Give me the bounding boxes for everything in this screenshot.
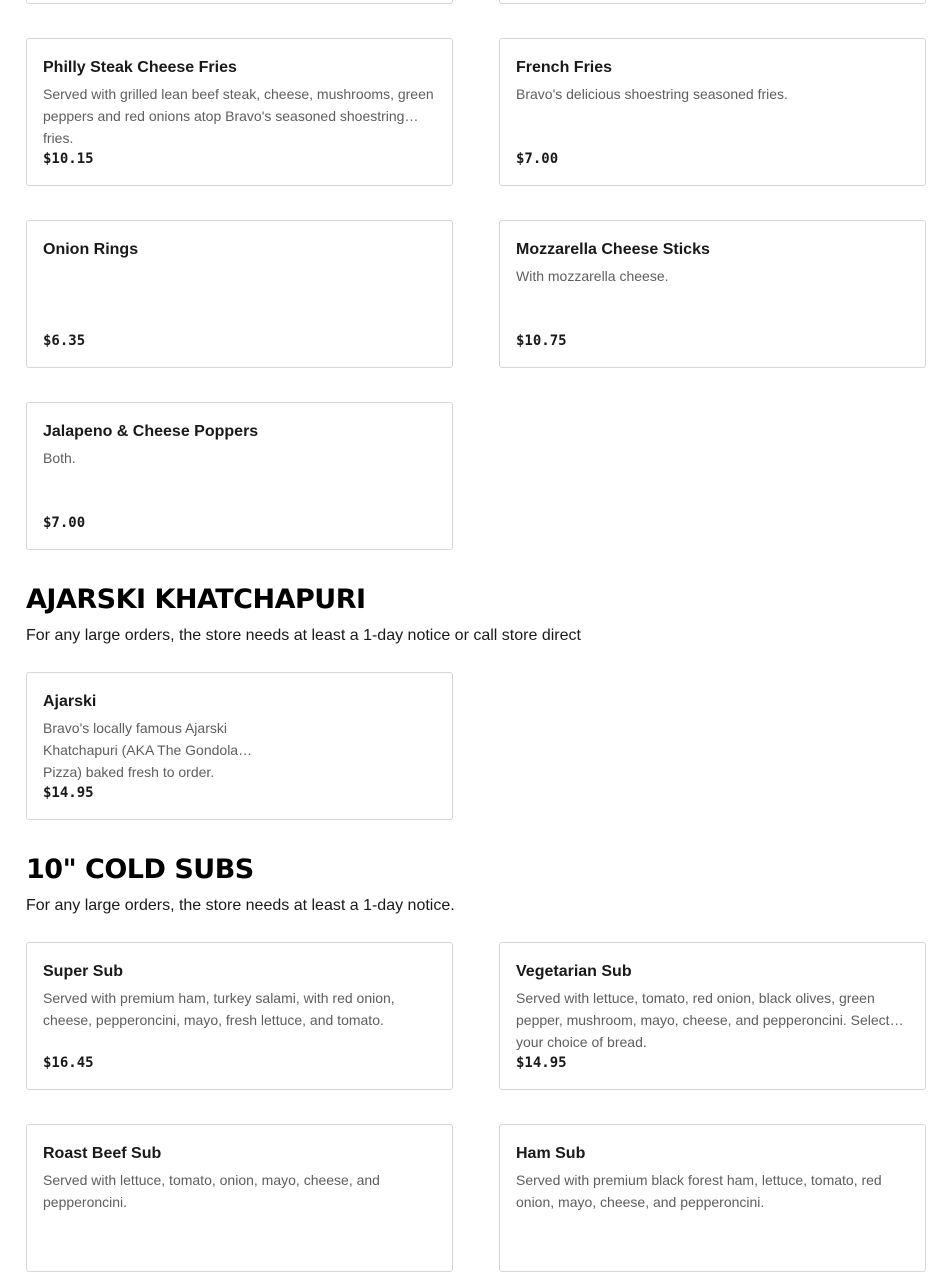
item-price: $16.45 bbox=[43, 1055, 94, 1071]
item-description: With mozzarella cheese. bbox=[516, 268, 669, 284]
item-name: Jalapeno & Cheese Poppers bbox=[43, 423, 259, 440]
item-description: Both. bbox=[43, 450, 76, 466]
section-title: AJARSKI KHATCHAPURI bbox=[26, 584, 366, 615]
item-description: Bravo's locally famous Ajarski Khatchapuri (AKA The Gondola Pizza) baked fresh to order. bbox=[43, 720, 239, 780]
item-description: Served with premium black forest ham, lettuce, tomato, red onion, mayo, cheese, and pepperoncini. bbox=[516, 1172, 882, 1210]
item-description: Bravo's delicious shoestring seasoned fries. bbox=[516, 86, 788, 102]
item-description: Served with lettuce, tomato, red onion, black olives, green pepper, mushroom, mayo, cheese, and pepperoncini. Select your choice of bread. bbox=[516, 990, 890, 1050]
item-description: Served with grilled lean beef steak, cheese, mushrooms, green peppers and red onions atop Bravo's seasoned shoestring fries. bbox=[43, 86, 434, 146]
item-name: Mozzarella Cheese Sticks bbox=[516, 241, 710, 258]
item-price: $14.95 bbox=[43, 785, 94, 801]
menu-item-card[interactable] bbox=[26, 402, 453, 550]
item-price: $14.95 bbox=[516, 1055, 567, 1071]
menu-item-card[interactable] bbox=[499, 38, 926, 186]
item-name: Onion Rings bbox=[43, 241, 139, 258]
item-name: Roast Beef Sub bbox=[43, 1145, 162, 1162]
menu-item-card[interactable] bbox=[26, 942, 453, 1090]
menu-item-card[interactable] bbox=[499, 1124, 926, 1272]
item-description: Served with premium ham, turkey salami, with red onion, cheese, pepperoncini, mayo, fresh lettuce, and tomato. bbox=[43, 990, 395, 1028]
item-price: $10.15 bbox=[43, 151, 94, 167]
menu-item-card[interactable] bbox=[26, 1124, 453, 1272]
section-subtitle: For any large orders, the store needs at least a 1-day notice. bbox=[26, 897, 455, 914]
menu-item-card[interactable] bbox=[499, 942, 926, 1090]
item-price: $7.00 bbox=[516, 151, 559, 167]
item-price: $6.35 bbox=[43, 333, 86, 349]
menu-item-card-partial[interactable] bbox=[499, 0, 926, 4]
item-price: $10.75 bbox=[516, 333, 567, 349]
item-name: Vegetarian Sub bbox=[516, 963, 632, 980]
menu-item-card[interactable] bbox=[499, 220, 926, 368]
item-name: French Fries bbox=[516, 59, 613, 76]
section-title: 10" COLD SUBS bbox=[26, 854, 254, 885]
item-name: Ham Sub bbox=[516, 1145, 586, 1162]
item-name: Philly Steak Cheese Fries bbox=[43, 59, 237, 76]
menu-item-card[interactable] bbox=[26, 38, 453, 186]
item-name: Super Sub bbox=[43, 963, 124, 980]
section-subtitle: For any large orders, the store needs at least a 1-day notice or call store direct bbox=[26, 627, 581, 644]
menu-item-card-partial[interactable] bbox=[26, 0, 453, 4]
menu-item-card[interactable] bbox=[26, 220, 453, 368]
item-price: $7.00 bbox=[43, 515, 86, 531]
menu-item-card[interactable] bbox=[26, 672, 453, 820]
item-name: Ajarski bbox=[43, 693, 97, 710]
item-description: Served with lettuce, tomato, onion, mayo, cheese, and pepperoncini. bbox=[43, 1172, 380, 1210]
